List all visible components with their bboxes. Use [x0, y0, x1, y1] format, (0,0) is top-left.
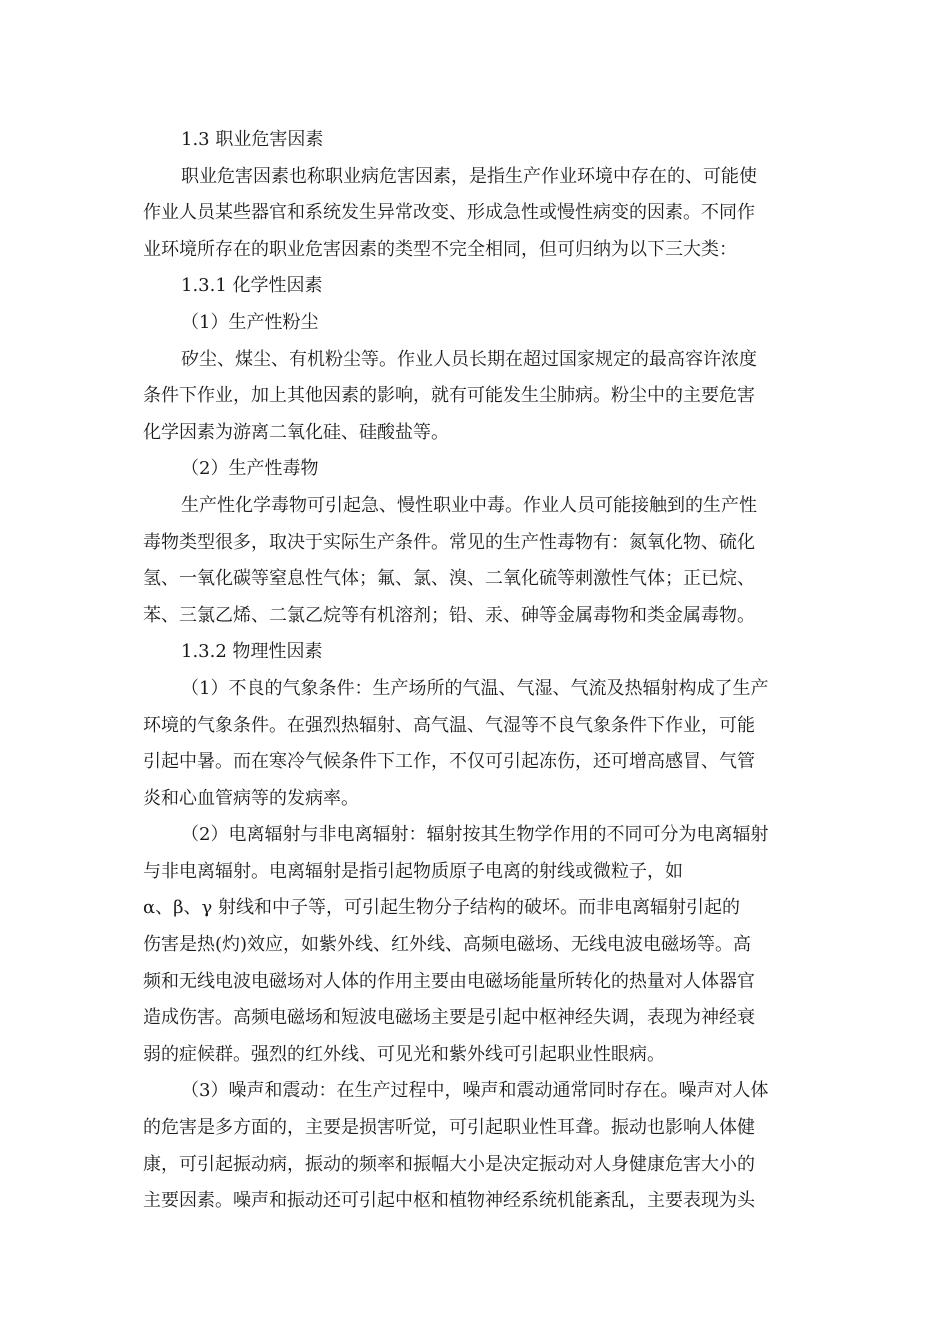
paragraph-line: 的危害是多方面的，主要是损害听觉，可引起职业性耳聋。振动也影响人体健 [143, 1117, 755, 1139]
paragraph-line: 康，可引起振动病，振动的频率和振幅大小是决定振动对人身健康危害大小的 [143, 1153, 755, 1175]
paragraph-line: 弱的症候群。强烈的红外线、可见光和紫外线可引起职业性眼病。 [143, 1043, 665, 1065]
paragraph-line: 炎和心血管病等的发病率。 [143, 787, 359, 809]
paragraph-line: 环境的气象条件。在强烈热辐射、高气温、气湿等不良气象条件下作业，可能 [143, 714, 755, 736]
item-heading: （2）生产性毒物 [181, 458, 319, 480]
paragraph-line: 生产性化学毒物可引起急、慢性职业中毒。作业人员可能接触到的生产性 [181, 494, 757, 516]
paragraph-line: 毒物类型很多，取决于实际生产条件。常见的生产性毒物有：氮氧化物、硫化 [143, 531, 755, 553]
section-heading: 1.3 职业危害因素 [181, 129, 324, 150]
paragraph-line: （2）电离辐射与非电离辐射：辐射按其生物学作用的不同可分为电离辐射 [181, 824, 769, 846]
paragraph-line: 矽尘、煤尘、有机粉尘等。作业人员长期在超过国家规定的最高容许浓度 [181, 348, 757, 370]
subsection-heading: 1.3.2 物理性因素 [181, 641, 323, 663]
paragraph-line: 苯、三氯乙烯、二氯乙烷等有机溶剂；铅、汞、砷等金属毒物和类金属毒物。 [143, 604, 755, 626]
paragraph-line: 与非电离辐射。电离辐射是指引起物质原子电离的射线或微粒子，如 [143, 860, 683, 882]
paragraph-line: 造成伤害。高频电磁场和短波电磁场主要是引起中枢神经失调，表现为神经衰 [143, 1007, 755, 1029]
paragraph-line: 作业人员某些器官和系统发生异常改变、形成急性或慢性病变的因素。不同作 [143, 202, 755, 224]
item-heading: （1）生产性粉尘 [181, 311, 319, 333]
paragraph-line: 引起中暑。而在寒冷气候条件下工作，不仅可引起冻伤，还可增高感冒、气管 [143, 751, 755, 773]
paragraph-line: 条件下作业，加上其他因素的影响，就有可能发生尘肺病。粉尘中的主要危害 [143, 385, 755, 407]
paragraph-line: 伤害是热(灼)效应，如紫外线、红外线、高频电磁场、无线电波电磁场等。高 [143, 934, 752, 956]
paragraph-line: 氢、一氧化碳等窒息性气体；氟、氯、溴、二氧化硫等刺激性气体；正已烷、 [143, 568, 755, 590]
paragraph-line: 职业危害因素也称职业病危害因素，是指生产作业环境中存在的、可能使 [181, 165, 757, 187]
paragraph-line: α、β、γ 射线和中子等，可引起生物分子结构的破坏。而非电离辐射引起的 [143, 897, 741, 919]
paragraph-line: 化学因素为游离二氧化硅、硅酸盐等。 [143, 421, 449, 443]
paragraph-line: （3）噪声和震动：在生产过程中，噪声和震动通常同时存在。噪声对人体 [181, 1080, 769, 1102]
paragraph-line: 业环境所存在的职业危害因素的类型不完全相同，但可归纳为以下三大类： [143, 238, 737, 260]
subsection-heading: 1.3.1 化学性因素 [181, 275, 323, 297]
document-body [143, 122, 808, 1220]
paragraph-line: 频和无线电波电磁场对人体的作用主要由电磁场能量所转化的热量对人体器官 [143, 970, 755, 992]
paragraph-line: 主要因素。噪声和振动还可引起中枢和植物神经系统机能紊乱，主要表现为头 [143, 1190, 755, 1212]
paragraph-line: （1）不良的气象条件：生产场所的气温、气湿、气流及热辐射构成了生产 [181, 677, 769, 699]
